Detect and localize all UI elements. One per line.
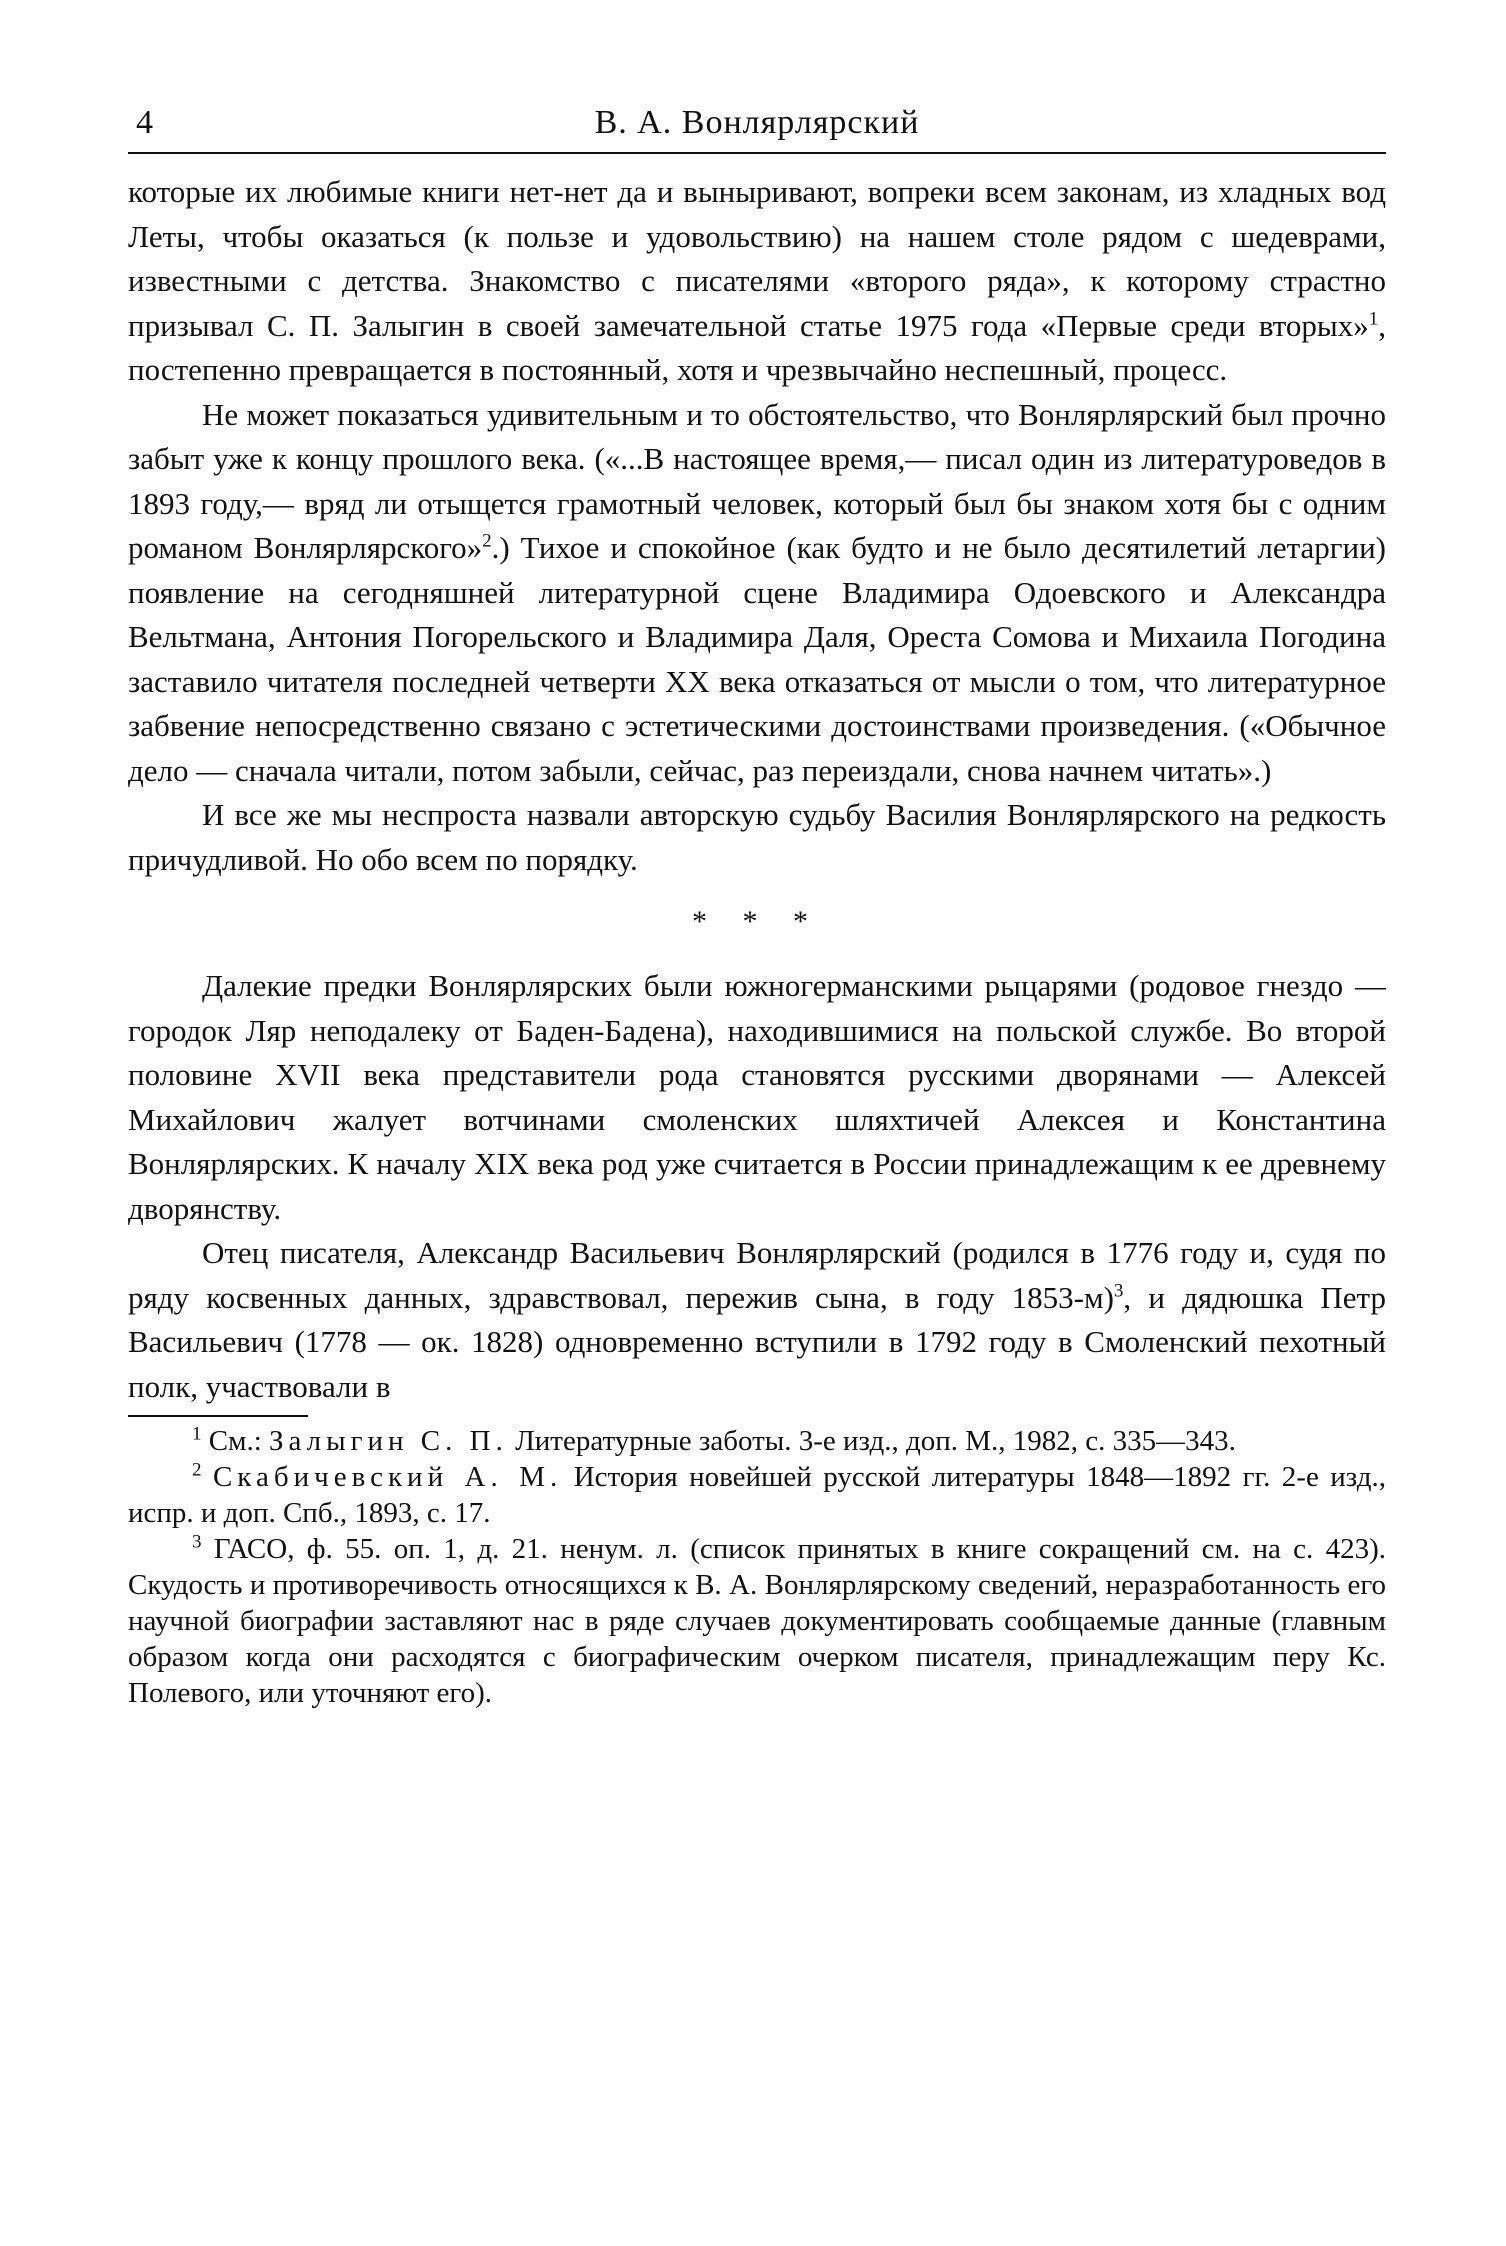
footnote-ref-1: 1 (1368, 308, 1379, 330)
paragraph-1-text: которые их любимые книги нет-нет да и выныривают, вопреки всем законам, из хладных вод Леты, чтобы оказаться (к пользе и удовольствию) на нашем столе рядом с шедеврами, известными с детства. Знакомство с писателями «второго ряда», к которому страстно призывал С. П. Залыгин в своей замечательной статье 1975 года «Первые среди вторых» (128, 174, 1386, 343)
paragraph-1-tail: , постепенно превращается в постоянный, хотя и чрезвычайно неспешный, процесс. (128, 307, 1386, 387)
footnote-1-author: Залыгин С. П. (269, 1425, 508, 1457)
page-number: 4 (136, 104, 153, 141)
main-text (128, 170, 1386, 1409)
paragraph-3: И все же мы неспроста назвали авторскую судьбу Василия Вонлярлярского на редкость причудливой. Но обо всем по порядку. (128, 797, 1386, 877)
footnote-3-text: ГАСО, ф. 55. оп. 1, д. 21. ненум. л. (список принятых в книге сокращений см. на с. 423). Скудость и противоречивость относящихся к В. А. Вонлярлярскому сведений, неразработанность его научной биографии заставляют нас в ряде случаев документировать сообщаемые данные (главным образом когда они расходятся с биографическим очерком писателя, принадлежащим перу Кс. Полевого, или уточняют его). (128, 1533, 1387, 1709)
footnote-2 (128, 1459, 1386, 1531)
paragraph-2-tail: .) Тихое и спокойное (как будто и не было десятилетий летаргии) появление на сегодняшней литературной сцене Владимира Одоевского и Александра Вельтмана, Антония Погорельского и Владимира Даля, Ореста Сомова и Михаила Погодина заставило читателя последней четверти XX века отказаться от мысли о том, что литературное забвение непосредственно связано с эстетическими достоинствами произведения. («Обычное дело — сначала читали, потом забыли, сейчас, раз переиздали, снова начнем читать».) (128, 530, 1386, 788)
paragraph-1 (128, 170, 1386, 393)
paragraph-4: Далекие предки Вонлярлярских были южногерманскими рыцарями (родовое гнездо — городок Ляр неподалеку от Баден-Бадена), находившимися на польской службе. Во второй половине XVII века представители рода становятся русскими дворянами — Алексей Михайлович жалует вотчинами смоленских шляхтичей Алексея и Константина Вонлярлярских. К началу XIX века род уже считается в России принадлежащим к ее древнему дворянству. (128, 968, 1386, 1226)
footnote-divider (128, 1415, 308, 1417)
footnote-2-author: Скабичевский А. М. (212, 1461, 563, 1493)
footnote-1-prefix: См.: (208, 1425, 270, 1457)
book-page (128, 96, 1386, 1711)
footnote-2-text: История новейшей русской литературы 1848—1892 гг. 2-е изд., испр. и доп. Спб., 1893, с. 17. (128, 1461, 1386, 1529)
paragraph-5-tail: , и дядюшка Петр Васильевич (1778 — ок. 1828) одновременно вступили в 1792 году в Смоленский пехотный полк, участвовали в (128, 1279, 1386, 1404)
footnote-3 (128, 1531, 1386, 1711)
paragraph-5 (128, 1231, 1386, 1409)
footnote-1 (128, 1423, 1386, 1459)
footnote-1-text: Литературные заботы. 3-е изд., доп. М., 1982, с. 335—343. (507, 1425, 1236, 1457)
footnote-2-mark: 2 (192, 1459, 202, 1481)
footnotes (128, 1423, 1386, 1711)
running-head-title: В. А. Вонлярлярский (594, 104, 920, 141)
running-head (128, 96, 1386, 154)
footnote-ref-2: 2 (482, 530, 492, 552)
footnote-3-mark: 3 (192, 1531, 202, 1553)
footnote-1-mark: 1 (192, 1423, 202, 1445)
paragraph-5-text: Отец писателя, Александр Васильевич Вонлярлярский (родился в 1776 году и, судя по ряду косвенных данных, здравствовал, пережив сына, в году 1853-м) (128, 1235, 1386, 1315)
paragraph-2-text: Не может показаться удивительным и то обстоятельство, что Вонлярлярский был прочно забыт уже к концу прошлого века. («...В настоящее время,— писал один из литературоведов в 1893 году,— вряд ли отыщется грамотный человек, который был бы знаком хотя бы с одним романом Вонлярлярского» (128, 396, 1386, 565)
footnote-ref-3: 3 (1113, 1280, 1124, 1302)
paragraph-2 (128, 393, 1386, 794)
section-separator: * * * (692, 905, 822, 938)
